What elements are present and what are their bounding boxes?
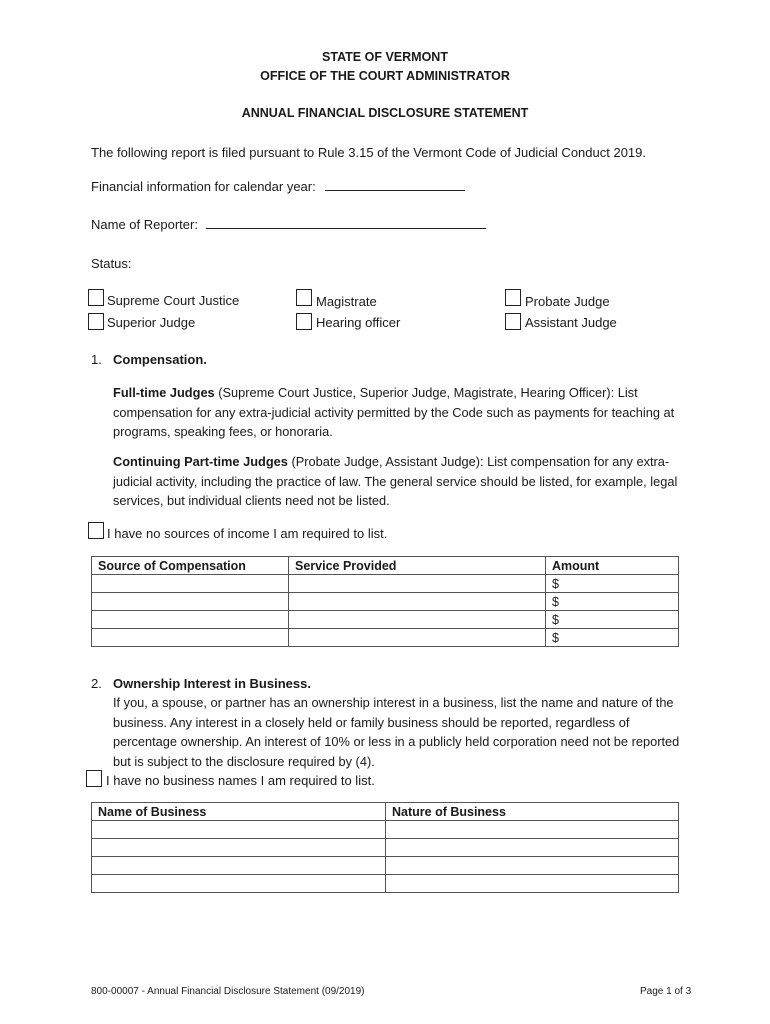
- status-label-hearing-officer: Hearing officer: [316, 315, 401, 330]
- table-header-row: [92, 803, 679, 821]
- fulltime-judges-paragraph: [113, 383, 678, 442]
- business-nature-cell[interactable]: [386, 839, 679, 857]
- table-header-row: [92, 557, 679, 575]
- source-cell[interactable]: [92, 629, 289, 647]
- status-label: Status:: [91, 256, 132, 271]
- intro-text: The following report is filed pursuant to Rule 3.15 of the Vermont Code of Judicial Conduct 2019.: [91, 145, 646, 160]
- table-row: [92, 875, 679, 893]
- fulltime-judges-text: (Supreme Court Justice, Superior Judge, Magistrate, Hearing Officer): List compensation for any extra-judicial activity permitted by the Code such as payments for teaching at programs, speaking fees, or honoraria.: [113, 385, 675, 439]
- table-row: [92, 629, 679, 647]
- service-cell[interactable]: [289, 629, 546, 647]
- status-label-probate-judge: Probate Judge: [525, 294, 610, 309]
- table-row: [92, 575, 679, 593]
- column-header-nature-of-business: Nature of Business: [386, 803, 679, 821]
- table-row: [92, 821, 679, 839]
- section2-text: If you, a spouse, or partner has an ownership interest in a business, list the name and nature of the business. Any interest in a closely held or family business should be reported, regardless of percentage ownership. An interest of 10% or less in a publicly held corporation need not be reported but is subject to the disclosure required by (4).: [113, 695, 680, 769]
- amount-cell[interactable]: $: [546, 575, 679, 593]
- fulltime-judges-heading: Full-time Judges: [113, 385, 215, 400]
- calendar-year-field[interactable]: [325, 190, 465, 191]
- calendar-year-row: [91, 179, 465, 194]
- section2-title: Ownership Interest in Business.: [113, 676, 311, 691]
- status-label-superior-judge: Superior Judge: [107, 315, 196, 330]
- column-header-amount: Amount: [546, 557, 679, 575]
- status-checkbox-superior-judge[interactable]: [88, 313, 104, 330]
- footer-page-number: Page 1 of 3: [640, 986, 692, 997]
- compensation-table: [91, 556, 679, 647]
- reporter-name-field[interactable]: [206, 228, 486, 229]
- status-checkbox-assistant-judge[interactable]: [505, 313, 521, 330]
- service-cell[interactable]: [289, 593, 546, 611]
- parttime-judges-text: (Probate Judge, Assistant Judge): List compensation for any extra-judicial activity, including the practice of law. The general service should be listed, for example, legal services, but individual clients need not be listed.: [113, 454, 678, 508]
- service-cell[interactable]: [289, 575, 546, 593]
- section1-number: 1.: [91, 352, 102, 367]
- source-cell[interactable]: [92, 593, 289, 611]
- reporter-label: Name of Reporter:: [91, 217, 198, 232]
- business-name-cell[interactable]: [92, 821, 386, 839]
- source-cell[interactable]: [92, 611, 289, 629]
- document-title: ANNUAL FINANCIAL DISCLOSURE STATEMENT: [241, 106, 529, 120]
- table-row: [92, 611, 679, 629]
- section1-title: Compensation.: [113, 352, 207, 367]
- status-checkbox-magistrate[interactable]: [296, 289, 312, 306]
- no-business-label: I have no business names I am required to list.: [106, 773, 375, 788]
- business-name-cell[interactable]: [92, 839, 386, 857]
- amount-cell[interactable]: $: [546, 593, 679, 611]
- reporter-row: [91, 217, 486, 232]
- no-business-checkbox[interactable]: [86, 770, 102, 787]
- table-row: [92, 839, 679, 857]
- service-cell[interactable]: [289, 611, 546, 629]
- status-checkbox-probate-judge[interactable]: [505, 289, 521, 306]
- no-income-checkbox[interactable]: [88, 522, 104, 539]
- table-row: [92, 857, 679, 875]
- business-nature-cell[interactable]: [386, 857, 679, 875]
- business-nature-cell[interactable]: [386, 821, 679, 839]
- column-header-name-of-business: Name of Business: [92, 803, 386, 821]
- parttime-judges-paragraph: [113, 452, 678, 511]
- column-header-source: Source of Compensation: [92, 557, 289, 575]
- status-label-assistant-judge: Assistant Judge: [525, 315, 617, 330]
- business-table: [91, 802, 679, 893]
- header-state: STATE OF VERMONT: [322, 50, 448, 64]
- status-checkbox-supreme-court-justice[interactable]: [88, 289, 104, 306]
- column-header-service: Service Provided: [289, 557, 546, 575]
- amount-cell[interactable]: $: [546, 611, 679, 629]
- business-name-cell[interactable]: [92, 857, 386, 875]
- calendar-year-label: Financial information for calendar year:: [91, 179, 316, 194]
- status-label-magistrate: Magistrate: [316, 294, 377, 309]
- section2-number: 2.: [91, 676, 102, 691]
- business-name-cell[interactable]: [92, 875, 386, 893]
- status-checkbox-hearing-officer[interactable]: [296, 313, 312, 330]
- header-office: OFFICE OF THE COURT ADMINISTRATOR: [260, 69, 510, 83]
- parttime-judges-heading: Continuing Part-time Judges: [113, 454, 288, 469]
- amount-cell[interactable]: $: [546, 629, 679, 647]
- footer-form-id: 800-00007 - Annual Financial Disclosure Statement (09/2019): [91, 986, 365, 997]
- table-row: [92, 593, 679, 611]
- source-cell[interactable]: [92, 575, 289, 593]
- business-nature-cell[interactable]: [386, 875, 679, 893]
- no-income-label: I have no sources of income I am required to list.: [107, 526, 388, 541]
- status-label-supreme-court-justice: Supreme Court Justice: [107, 293, 240, 308]
